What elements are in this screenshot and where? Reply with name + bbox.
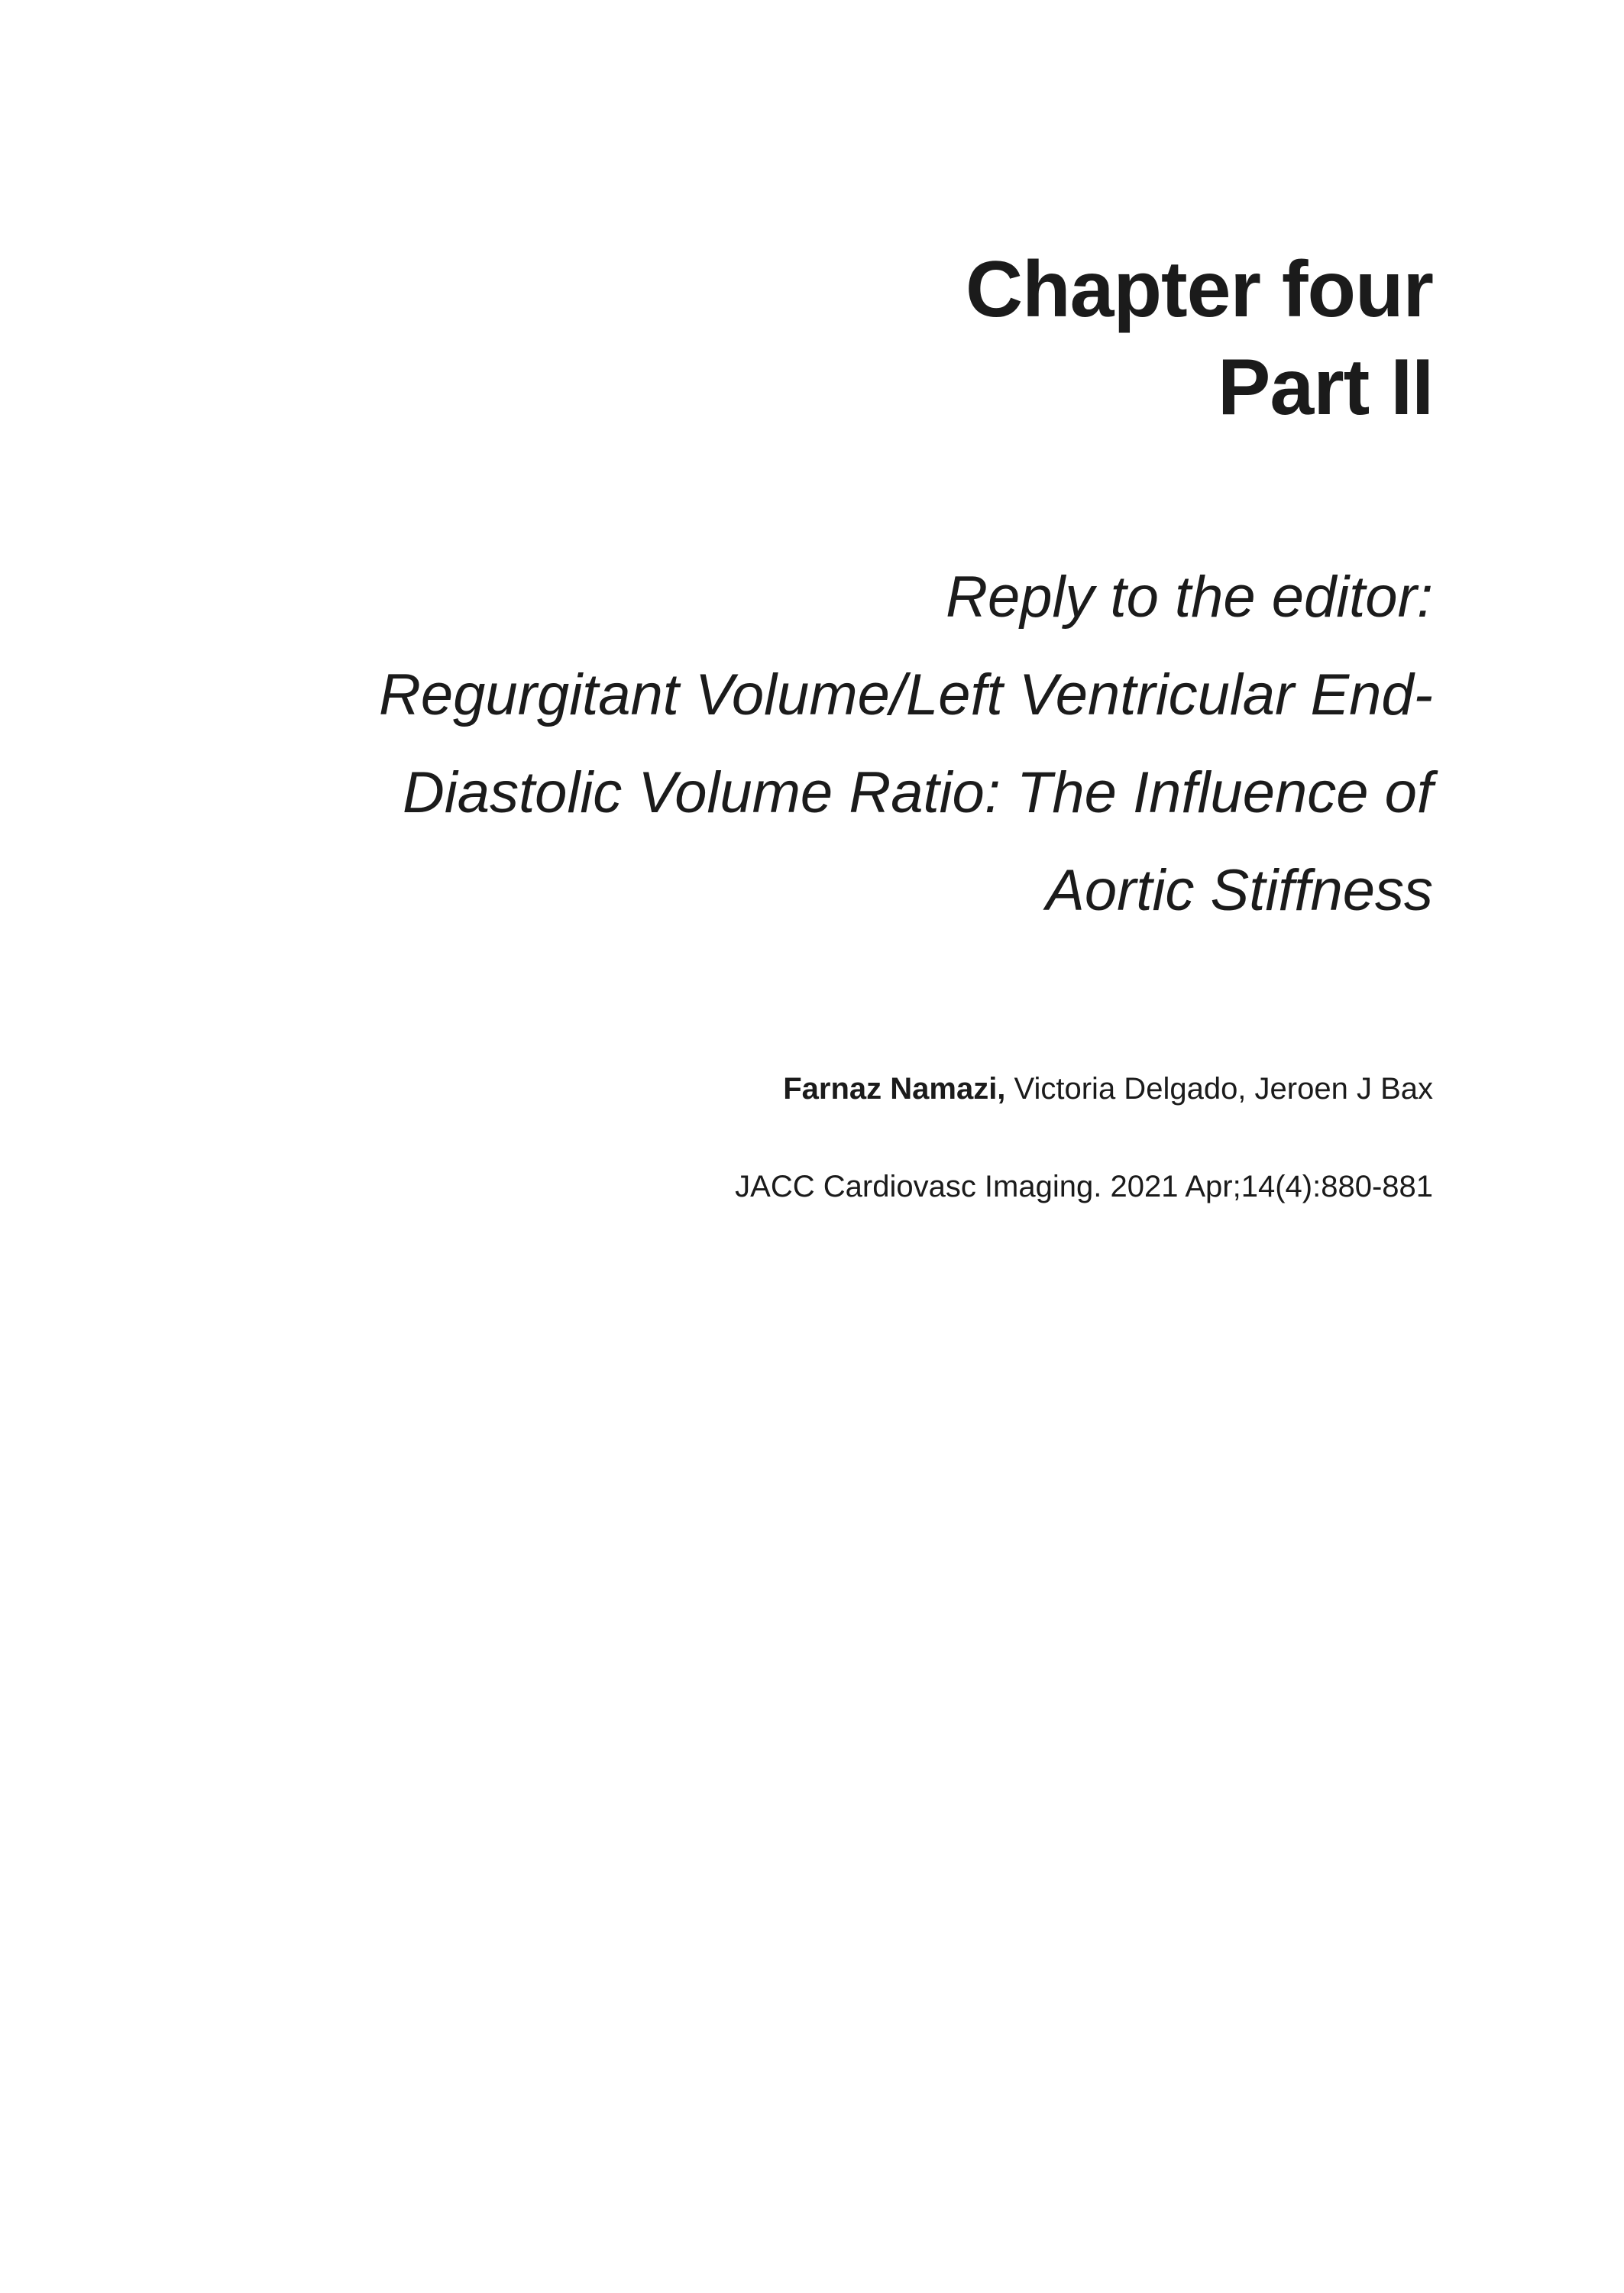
chapter-number: Chapter four xyxy=(966,245,1433,334)
title-line: Reply to the editor: xyxy=(946,565,1433,630)
title-line: Regurgitant Volume/Left Ventricular End- xyxy=(379,662,1433,727)
lead-author: Farnaz Namazi, xyxy=(783,1072,1006,1106)
author-list xyxy=(364,1067,1433,1110)
co-authors: Victoria Delgado, Jeroen J Bax xyxy=(1005,1072,1433,1106)
title-line: Diastolic Volume Ratio: The Influence of xyxy=(403,760,1433,825)
chapter-part: Part II xyxy=(1218,343,1433,432)
journal-citation: JACC Cardiovasc Imaging. 2021 Apr;14(4):880-881 xyxy=(735,1170,1433,1203)
chapter-heading xyxy=(593,241,1433,436)
article-title xyxy=(134,549,1433,940)
title-line: Aortic Stiffness xyxy=(1046,858,1433,923)
